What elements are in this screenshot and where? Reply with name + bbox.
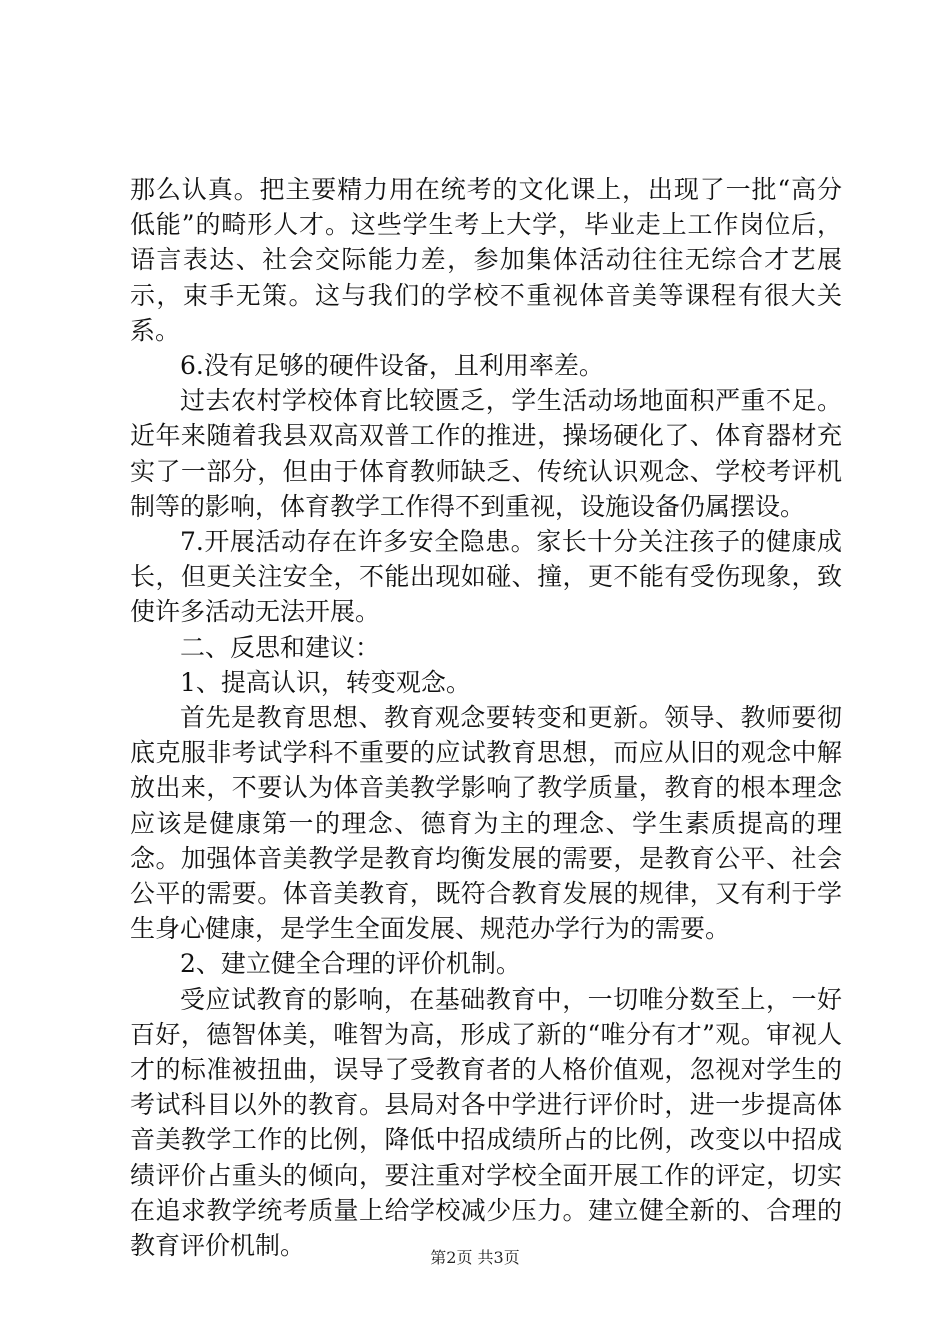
paragraph-heading-7: 7.开展活动存在许多安全隐患。家长十分关注孩子的健康成长，但更关注安全，不能出现如碰、撞，更不能有受伤现象，致使许多活动无法开展。 xyxy=(130,527,842,627)
section-heading-reflection: 二、反思和建议： xyxy=(180,632,381,662)
paragraph-concepts: 首先是教育思想、教育观念要转变和更新。领导、教师要彻底克服非考试学科不重要的应试教育思想，而应从旧的观念中解放出来，不要认为体音美教学影响了教学质量，教育的根本理念应该是健康第一的理念、德育为主的理念、学生素质提高的理念。加强体音美教学是教育均衡发展的需要，是教育公平、社会公平的需要。体音美教育，既符合教育发展的规律，又有利于学生身心健康，是学生全面发展、规范办学行为的需要。 xyxy=(130,703,842,944)
paragraph-evaluation: 受应试教育的影响，在基础教育中，一切唯分数至上，一好百好，德智体美，唯智为高，形成了新的“唯分有才”观。审视人才的标准被扭曲，误导了受教育者的人格价值观，忽视对学生的考试科目以外的教育。县局对各中学进行评价时，进一步提高体音美教学工作的比例，降低中招成绩所占的比例，改变以中招成绩评价占重头的倾向，要注重对学校全面开展工作的评定，切实在追求教学统考质量上给学校减少压力。建立健全新的、合理的教育评价机制。 xyxy=(130,984,842,1261)
paragraph-heading-6: 6.没有足够的硬件设备，且利用率差。 xyxy=(180,351,604,381)
paragraph-heading-2: 2、建立健全合理的评价机制。 xyxy=(180,949,521,979)
paragraph-facilities: 过去农村学校体育比较匮乏，学生活动场地面积严重不足。近年来随着我县双高双普工作的推进，操场硬化了、体育器材充实了一部分，但由于体育教师缺乏、传统认识观念、学校考评机制等的影响，体育教学工作得不到重视，设施设备仍属摆设。 xyxy=(130,386,842,521)
paragraph-heading-1: 1、提高认识，转变观念。 xyxy=(180,667,471,697)
document-body xyxy=(130,172,842,1263)
page-footer: 第2页 共3页 xyxy=(430,1248,520,1267)
paragraph-continuation: 那么认真。把主要精力用在统考的文化课上，出现了一批“高分低能”的畸形人才。这些学生考上大学，毕业走上工作岗位后，语言表达、社会交际能力差，参加集体活动往往无综合才艺展示，束手无策。这与我们的学校不重视体音美等课程有很大关系。 xyxy=(130,175,842,345)
